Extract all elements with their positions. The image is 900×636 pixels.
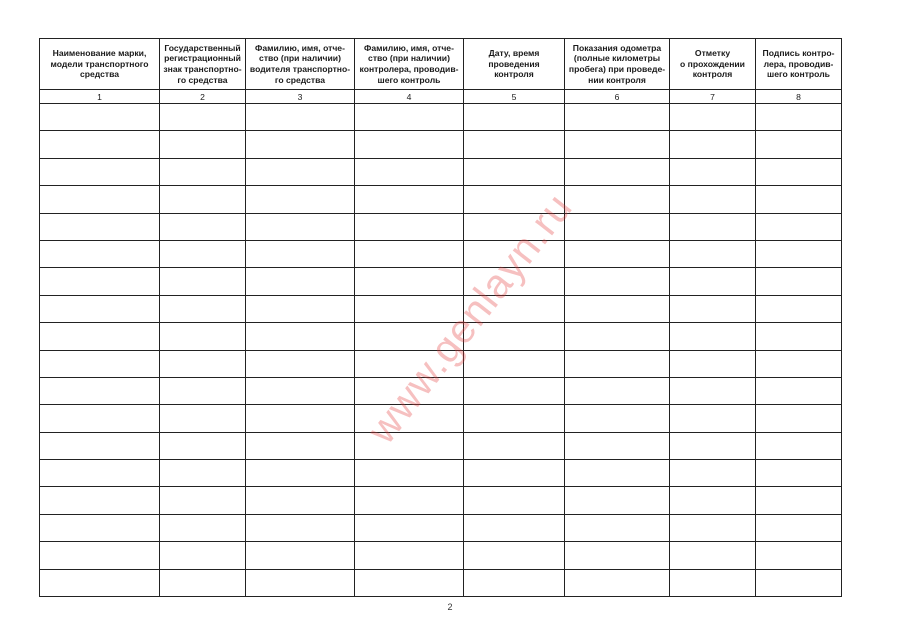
table-cell bbox=[355, 405, 464, 432]
table-cell bbox=[464, 213, 565, 240]
table-cell bbox=[565, 460, 670, 487]
table-cell bbox=[355, 158, 464, 185]
table-cell bbox=[670, 487, 756, 514]
table-cell bbox=[246, 514, 355, 541]
header-odometer-reading: Показания одометра (полные километры пробега) при проведе- нии контроля bbox=[565, 39, 670, 90]
table-row bbox=[40, 268, 842, 295]
table-cell bbox=[670, 295, 756, 322]
table-cell bbox=[160, 186, 246, 213]
table-cell bbox=[756, 405, 842, 432]
table-cell bbox=[756, 542, 842, 569]
table-cell bbox=[355, 377, 464, 404]
column-number: 8 bbox=[756, 90, 842, 104]
table-cell bbox=[355, 569, 464, 596]
table-cell bbox=[565, 542, 670, 569]
header-registration-plate: Государственный регистрационный знак транспортно- го средства bbox=[160, 39, 246, 90]
table-cell bbox=[464, 432, 565, 459]
table-cell bbox=[160, 432, 246, 459]
table-cell bbox=[464, 405, 565, 432]
table-cell bbox=[40, 295, 160, 322]
table-cell bbox=[355, 460, 464, 487]
table-cell bbox=[160, 350, 246, 377]
table-cell bbox=[565, 186, 670, 213]
table-cell bbox=[670, 131, 756, 158]
table-cell bbox=[246, 350, 355, 377]
column-number: 5 bbox=[464, 90, 565, 104]
table-row bbox=[40, 240, 842, 267]
table-cell bbox=[355, 542, 464, 569]
table-cell bbox=[160, 569, 246, 596]
table-cell bbox=[464, 542, 565, 569]
table-cell bbox=[565, 104, 670, 131]
table-cell bbox=[246, 268, 355, 295]
table-cell bbox=[756, 432, 842, 459]
table-cell bbox=[246, 377, 355, 404]
header-vehicle-model: Наименование марки, модели транспортного средства bbox=[40, 39, 160, 90]
table-cell bbox=[160, 460, 246, 487]
table-cell bbox=[355, 350, 464, 377]
table-cell bbox=[464, 240, 565, 267]
column-number: 6 bbox=[565, 90, 670, 104]
column-number: 1 bbox=[40, 90, 160, 104]
page-number: 2 bbox=[447, 602, 453, 612]
table-cell bbox=[464, 268, 565, 295]
table-cell bbox=[40, 158, 160, 185]
table-cell bbox=[756, 514, 842, 541]
table-cell bbox=[670, 104, 756, 131]
table-cell bbox=[40, 131, 160, 158]
table-cell bbox=[40, 432, 160, 459]
table-cell bbox=[464, 377, 565, 404]
table-cell bbox=[160, 158, 246, 185]
table-cell bbox=[565, 158, 670, 185]
table-row bbox=[40, 377, 842, 404]
table-cell bbox=[464, 350, 565, 377]
table-row bbox=[40, 487, 842, 514]
table-cell bbox=[40, 104, 160, 131]
header-driver-name: Фамилию, имя, отче- ство (при наличии) водителя транспортно- го средства bbox=[246, 39, 355, 90]
table-cell bbox=[246, 460, 355, 487]
table-cell bbox=[40, 213, 160, 240]
table-cell bbox=[160, 323, 246, 350]
table-cell bbox=[355, 131, 464, 158]
table-cell bbox=[565, 323, 670, 350]
table-cell bbox=[464, 460, 565, 487]
table-cell bbox=[246, 104, 355, 131]
table-cell bbox=[670, 514, 756, 541]
table-cell bbox=[160, 377, 246, 404]
table-cell bbox=[40, 350, 160, 377]
table-cell bbox=[565, 569, 670, 596]
table-cell bbox=[160, 487, 246, 514]
table-cell bbox=[40, 268, 160, 295]
table-cell bbox=[756, 131, 842, 158]
table-cell bbox=[160, 542, 246, 569]
table-cell bbox=[464, 104, 565, 131]
table-cell bbox=[756, 186, 842, 213]
table-cell bbox=[756, 268, 842, 295]
table-cell bbox=[565, 350, 670, 377]
table-cell bbox=[355, 186, 464, 213]
table-cell bbox=[670, 460, 756, 487]
table-cell bbox=[355, 432, 464, 459]
table-cell bbox=[246, 240, 355, 267]
table-cell bbox=[160, 268, 246, 295]
table-cell bbox=[670, 240, 756, 267]
table-cell bbox=[756, 377, 842, 404]
table-row bbox=[40, 350, 842, 377]
table-cell bbox=[355, 295, 464, 322]
column-number: 2 bbox=[160, 90, 246, 104]
table-row bbox=[40, 514, 842, 541]
table-cell bbox=[40, 460, 160, 487]
table-cell bbox=[40, 487, 160, 514]
table-cell bbox=[160, 104, 246, 131]
table-cell bbox=[246, 569, 355, 596]
table-cell bbox=[670, 569, 756, 596]
table-cell bbox=[40, 377, 160, 404]
table-cell bbox=[40, 569, 160, 596]
table-cell bbox=[464, 323, 565, 350]
column-number: 4 bbox=[355, 90, 464, 104]
table-cell bbox=[565, 487, 670, 514]
table-cell bbox=[464, 295, 565, 322]
table-cell bbox=[355, 323, 464, 350]
table-row bbox=[40, 569, 842, 596]
table-cell bbox=[670, 158, 756, 185]
watermark: www.genlayn.ru bbox=[358, 184, 582, 452]
table-cell bbox=[670, 323, 756, 350]
table-cell bbox=[40, 240, 160, 267]
table-cell bbox=[565, 514, 670, 541]
table-cell bbox=[670, 213, 756, 240]
table-cell bbox=[355, 104, 464, 131]
table-row bbox=[40, 323, 842, 350]
table-row bbox=[40, 432, 842, 459]
table-cell bbox=[565, 432, 670, 459]
table-cell bbox=[464, 514, 565, 541]
table-cell bbox=[40, 514, 160, 541]
header-controller-signature: Подпись контро- лера, проводив- шего контроль bbox=[756, 39, 842, 90]
table-cell bbox=[565, 405, 670, 432]
column-number: 3 bbox=[246, 90, 355, 104]
table-cell bbox=[565, 377, 670, 404]
table-cell bbox=[565, 268, 670, 295]
table-cell bbox=[464, 569, 565, 596]
table-cell bbox=[355, 487, 464, 514]
table-cell bbox=[246, 295, 355, 322]
table-cell bbox=[246, 432, 355, 459]
header-control-mark: Отметку о прохождении контроля bbox=[670, 39, 756, 90]
table-cell bbox=[160, 405, 246, 432]
table-row bbox=[40, 213, 842, 240]
table-cell bbox=[40, 323, 160, 350]
table-cell bbox=[670, 350, 756, 377]
table-row bbox=[40, 158, 842, 185]
table-cell bbox=[670, 405, 756, 432]
column-number: 7 bbox=[670, 90, 756, 104]
table-cell bbox=[246, 186, 355, 213]
table-cell bbox=[355, 514, 464, 541]
table-cell bbox=[565, 213, 670, 240]
table-cell bbox=[756, 350, 842, 377]
table-cell bbox=[355, 268, 464, 295]
table-cell bbox=[670, 268, 756, 295]
table-cell bbox=[464, 487, 565, 514]
table-cell bbox=[246, 487, 355, 514]
table-cell bbox=[756, 323, 842, 350]
table-cell bbox=[40, 186, 160, 213]
table-cell bbox=[160, 240, 246, 267]
table-cell bbox=[355, 213, 464, 240]
table-cell bbox=[464, 131, 565, 158]
control-journal-table bbox=[39, 38, 842, 597]
table-cell bbox=[756, 240, 842, 267]
header-controller-name: Фамилию, имя, отче- ство (при наличии) контролера, проводив- шего контроль bbox=[355, 39, 464, 90]
table-cell bbox=[160, 514, 246, 541]
table-row bbox=[40, 131, 842, 158]
table-cell bbox=[756, 158, 842, 185]
table-cell bbox=[756, 460, 842, 487]
table-cell bbox=[670, 542, 756, 569]
header-control-datetime: Дату, время проведения контроля bbox=[464, 39, 565, 90]
table-cell bbox=[246, 542, 355, 569]
table-cell bbox=[756, 104, 842, 131]
table-cell bbox=[565, 131, 670, 158]
table-cell bbox=[756, 213, 842, 240]
table-cell bbox=[756, 295, 842, 322]
table-cell bbox=[464, 158, 565, 185]
table-row bbox=[40, 186, 842, 213]
table-row bbox=[40, 295, 842, 322]
column-number-row bbox=[40, 90, 842, 104]
table-body bbox=[40, 104, 842, 597]
table-row bbox=[40, 405, 842, 432]
table-cell bbox=[160, 131, 246, 158]
table-row bbox=[40, 460, 842, 487]
table-row bbox=[40, 104, 842, 131]
header-row bbox=[40, 39, 842, 90]
table-cell bbox=[670, 186, 756, 213]
table-cell bbox=[464, 186, 565, 213]
table-cell bbox=[355, 240, 464, 267]
table-cell bbox=[246, 131, 355, 158]
table-cell bbox=[40, 405, 160, 432]
table-cell bbox=[246, 213, 355, 240]
table-cell bbox=[670, 377, 756, 404]
table-cell bbox=[246, 405, 355, 432]
table-row bbox=[40, 542, 842, 569]
table-cell bbox=[756, 487, 842, 514]
table-cell bbox=[565, 295, 670, 322]
table-cell bbox=[565, 240, 670, 267]
table-cell bbox=[246, 323, 355, 350]
table-cell bbox=[40, 542, 160, 569]
table-cell bbox=[246, 158, 355, 185]
table-cell bbox=[756, 569, 842, 596]
table-cell bbox=[670, 432, 756, 459]
table-cell bbox=[160, 213, 246, 240]
table-cell bbox=[160, 295, 246, 322]
